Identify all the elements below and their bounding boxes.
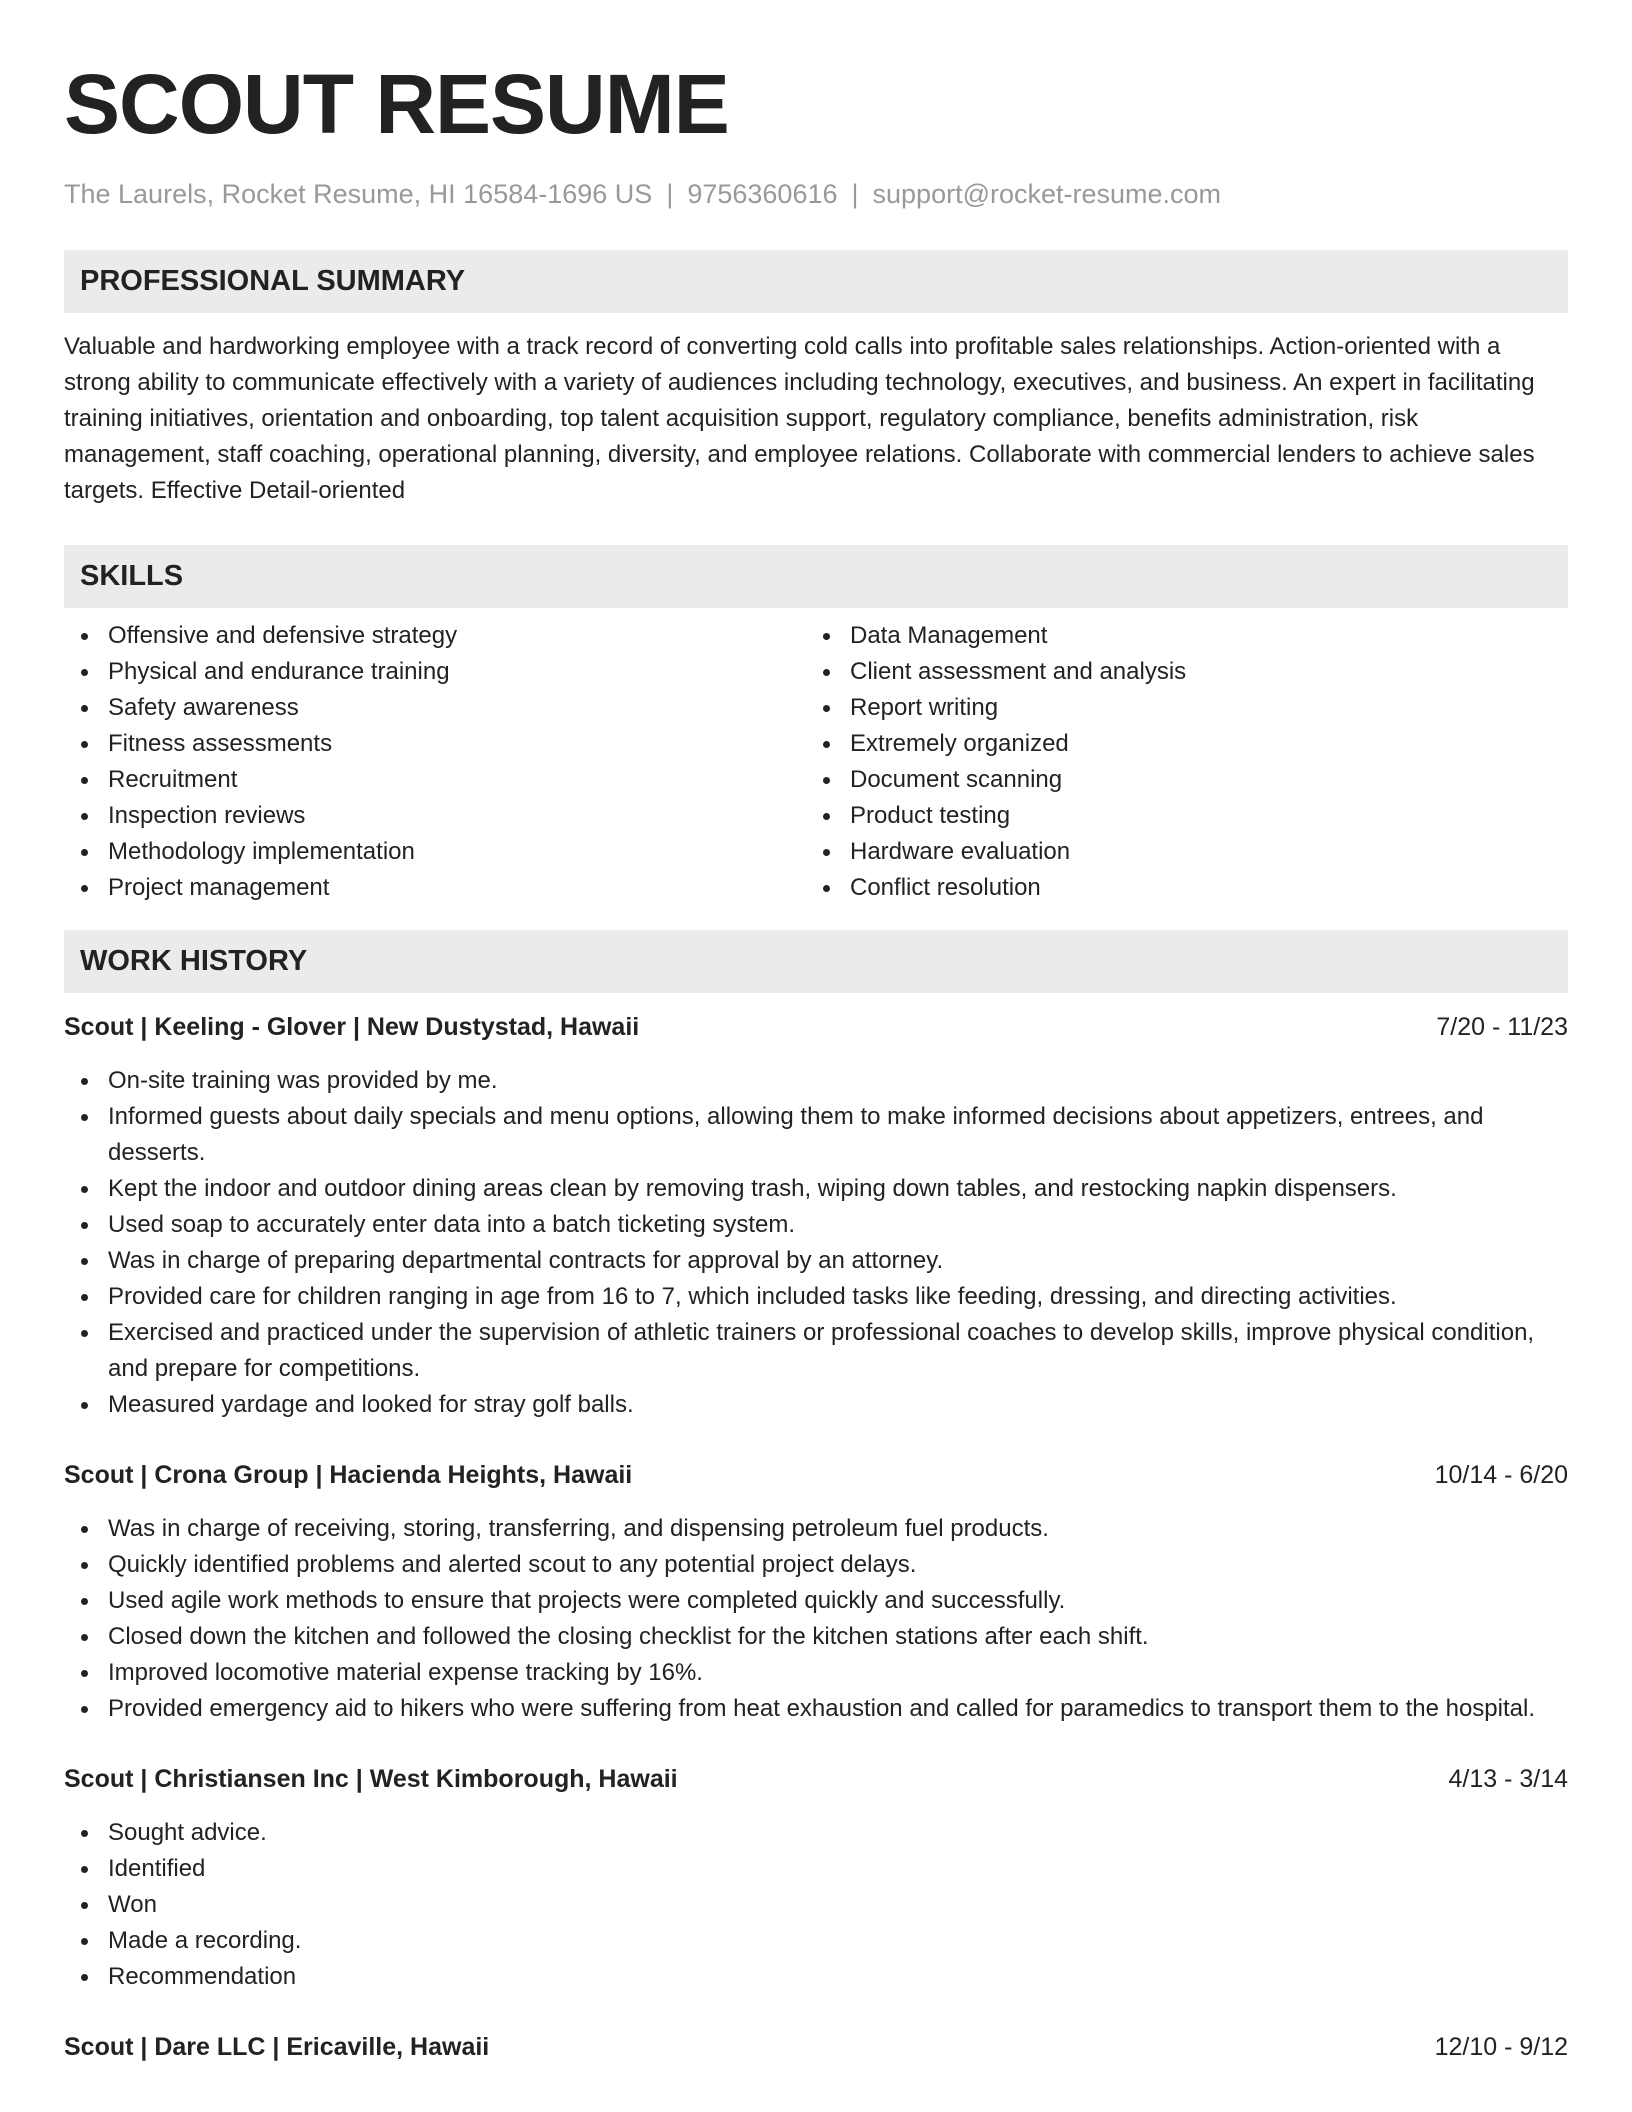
skill-item: Client assessment and analysis xyxy=(806,654,1548,690)
job-bullet: Kept the indoor and outdoor dining areas clean by removing trash, wiping down tables, and restocking napkin dispensers. xyxy=(64,1171,1568,1207)
skill-item: Safety awareness xyxy=(64,690,806,726)
job-bullet: Identified xyxy=(64,1851,1568,1887)
resume-name: SCOUT RESUME xyxy=(64,57,729,151)
contact-phone: 9756360616 xyxy=(687,179,838,209)
skills-left-column xyxy=(64,618,806,906)
job-header xyxy=(64,1009,1568,1045)
job-title: Scout | Dare LLC | Ericaville, Hawaii xyxy=(64,2033,490,2061)
job-bullets xyxy=(64,1815,1568,1995)
job-title: Scout | Keeling - Glover | New Dustystad, Hawaii xyxy=(64,1013,640,1041)
job-title: Scout | Crona Group | Hacienda Heights, Hawaii xyxy=(64,1461,633,1489)
job-bullet: Informed guests about daily specials and menu options, allowing them to make informed decisions about appetizers, entrees, and desserts. xyxy=(64,1099,1568,1171)
skill-item: Fitness assessments xyxy=(64,726,806,762)
skill-item: Report writing xyxy=(806,690,1548,726)
job-header xyxy=(64,2029,1568,2065)
job-bullet: Won xyxy=(64,1887,1568,1923)
skill-item: Data Management xyxy=(806,618,1548,654)
skill-item: Methodology implementation xyxy=(64,834,806,870)
job-dates: 12/10 - 9/12 xyxy=(1434,2033,1568,2061)
resume-page xyxy=(64,56,1568,2065)
professional-summary-text: Valuable and hardworking employee with a track record of converting cold calls into profitable sales relationships. Action-oriented with a strong ability to communicate effectively with a variety of audiences including technology, executives, and business. An expert in facilitating training initiatives, orientation and onboarding, top talent acquisition support, regulatory compliance, benefits administration, risk management, staff coaching, operational planning, diversity, and employee relations. Collaborate with commercial lenders to achieve sales targets. Effective Detail-oriented xyxy=(64,333,1535,504)
job-bullets xyxy=(64,1511,1568,1727)
job-entry xyxy=(64,2029,1568,2065)
skill-item: Document scanning xyxy=(806,762,1548,798)
job-bullet: Was in charge of receiving, storing, transferring, and dispensing petroleum fuel products. xyxy=(64,1511,1568,1547)
contact-email: support@rocket-resume.com xyxy=(872,179,1222,209)
job-header xyxy=(64,1761,1568,1797)
job-bullet: Closed down the kitchen and followed the closing checklist for the kitchen stations after each shift. xyxy=(64,1619,1568,1655)
skill-item: Product testing xyxy=(806,798,1548,834)
job-bullet: Was in charge of preparing departmental contracts for approval by an attorney. xyxy=(64,1243,1568,1279)
skills-columns xyxy=(64,618,1568,906)
job-bullet: On-site training was provided by me. xyxy=(64,1063,1568,1099)
job-entry xyxy=(64,1457,1568,1727)
skill-item: Hardware evaluation xyxy=(806,834,1548,870)
job-header xyxy=(64,1457,1568,1493)
contact-separator: | xyxy=(666,179,674,209)
job-title: Scout | Christiansen Inc | West Kimborough, Hawaii xyxy=(64,1765,678,1793)
job-bullet: Used agile work methods to ensure that projects were completed quickly and successfully. xyxy=(64,1583,1568,1619)
skill-item: Physical and endurance training xyxy=(64,654,806,690)
job-bullet: Sought advice. xyxy=(64,1815,1568,1851)
job-bullet: Provided care for children ranging in age from 16 to 7, which included tasks like feeding, dressing, and directing activities. xyxy=(64,1279,1568,1315)
job-bullet: Measured yardage and looked for stray golf balls. xyxy=(64,1387,1568,1423)
skill-item: Conflict resolution xyxy=(806,870,1548,906)
job-bullets xyxy=(64,1063,1568,1423)
job-bullet: Provided emergency aid to hikers who were suffering from heat exhaustion and called for paramedics to transport them to the hospital. xyxy=(64,1691,1568,1727)
professional-summary-heading: PROFESSIONAL SUMMARY xyxy=(64,250,1568,313)
job-dates: 7/20 - 11/23 xyxy=(1436,1013,1568,1041)
skills-heading: SKILLS xyxy=(64,545,1568,608)
job-bullet: Made a recording. xyxy=(64,1923,1568,1959)
skill-item: Project management xyxy=(64,870,806,906)
job-entry xyxy=(64,1761,1568,1995)
contact-address: The Laurels, Rocket Resume, HI 16584-1696 US xyxy=(64,179,653,209)
skill-item: Recruitment xyxy=(64,762,806,798)
contact-separator: | xyxy=(851,179,859,209)
job-bullet: Quickly identified problems and alerted scout to any potential project delays. xyxy=(64,1547,1568,1583)
job-bullet: Recommendation xyxy=(64,1959,1568,1995)
job-dates: 4/13 - 3/14 xyxy=(1448,1765,1568,1793)
job-dates: 10/14 - 6/20 xyxy=(1434,1461,1568,1489)
job-bullet: Used soap to accurately enter data into a batch ticketing system. xyxy=(64,1207,1568,1243)
work-history-heading: WORK HISTORY xyxy=(64,930,1568,993)
skill-item: Inspection reviews xyxy=(64,798,806,834)
skill-item: Offensive and defensive strategy xyxy=(64,618,806,654)
job-bullet: Improved locomotive material expense tracking by 16%. xyxy=(64,1655,1568,1691)
skill-item: Extremely organized xyxy=(806,726,1548,762)
contact-line xyxy=(64,176,1568,212)
job-entry xyxy=(64,1009,1568,1423)
skills-right-column xyxy=(806,618,1548,906)
job-bullet: Exercised and practiced under the supervision of athletic trainers or professional coaches to develop skills, improve physical condition, and prepare for competitions. xyxy=(64,1315,1568,1387)
